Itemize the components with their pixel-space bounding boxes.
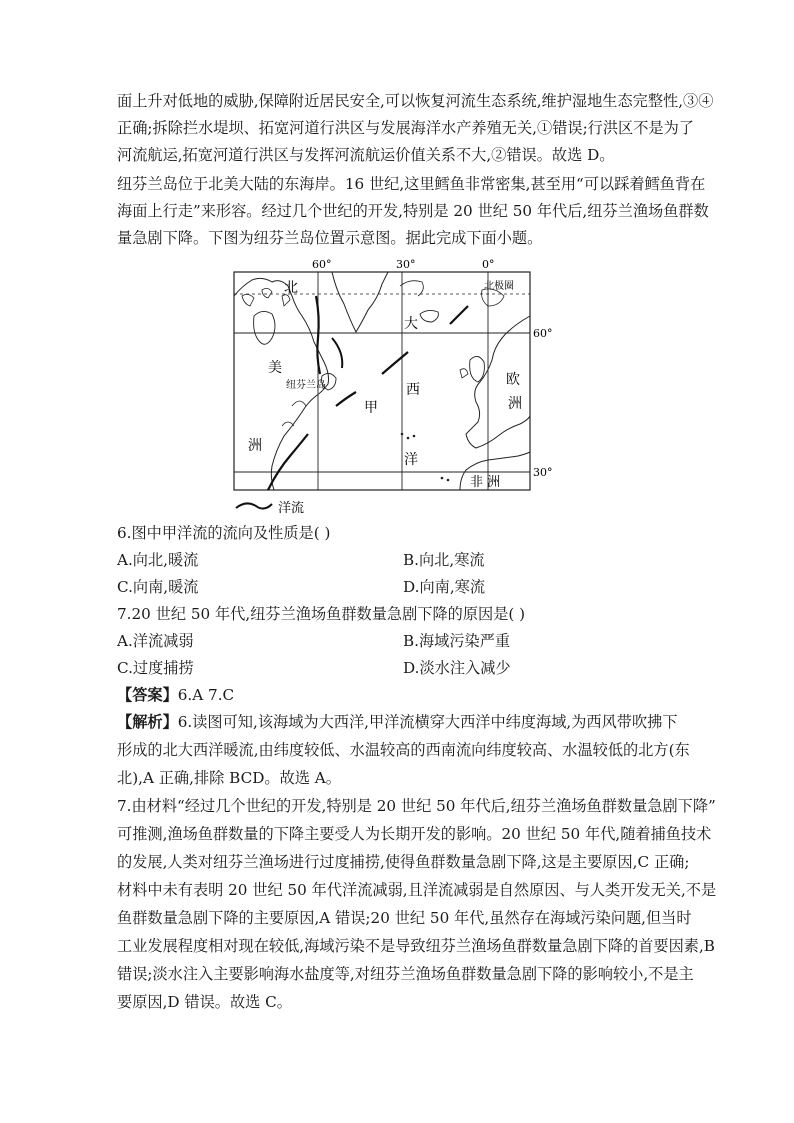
lat-label-30: 30°	[533, 466, 553, 479]
newfoundland-location-map	[232, 256, 564, 518]
ocean-current-north-atlantic	[450, 306, 468, 324]
lon-label-30: 30°	[396, 258, 416, 271]
q7-option-b: B.海域污染严重	[403, 632, 511, 650]
question-6-stem: 6.图中甲洋流的流向及性质是( )	[117, 524, 331, 542]
text-line: 海面上行走”来形容。经过几个世纪的开发,特别是 20 世纪 50 年代后,纽芬兰渔场鱼群数	[117, 202, 709, 220]
text-line: 河流航运,拓宽河道行洪区与发挥河流航运价值关系不大,②错误。故选 D。	[117, 146, 615, 164]
q6-option-c: C.向南,暖流	[117, 578, 199, 596]
lon-label-0: 0°	[482, 258, 495, 271]
analysis-line: 6.读图可知,该海域为大西洋,甲洋流横穿大西洋中纬度海域,为西风带吹拂下	[177, 713, 678, 731]
analysis-line: 可推测,渔场鱼群数量的下降主要受人为长期开发的影响。20 世纪 50 年代,随着捕鱼技术	[117, 825, 712, 843]
label-zhou: 洲	[248, 438, 262, 454]
label-africa: 非 洲	[470, 475, 501, 490]
island-dot	[407, 437, 410, 440]
british-isles	[470, 356, 485, 382]
ocean-current-greenland	[332, 338, 342, 368]
text-line: 纽芬兰岛位于北美大陆的东海岸。16 世纪,这里鳕鱼非常密集,甚至用“可以踩着鳕鱼背在	[117, 175, 706, 193]
analysis-line: 要原因,D 错误。故选 C。	[117, 993, 292, 1011]
greenland-coast	[332, 272, 388, 332]
answer-tag: 【答案】	[117, 686, 178, 704]
arctic-islands	[242, 288, 290, 306]
label-ou-zhou: 洲	[508, 396, 522, 412]
text-line: 正确;拆除拦水堤坝、拓宽河道行洪区与发展海洋水产养殖无关,①错误;行洪区不是为了	[117, 119, 694, 137]
legend-label: 洋流	[278, 501, 305, 516]
great-lakes	[282, 401, 306, 426]
iceland	[420, 310, 438, 322]
analysis-line: 北),A 正确,排除 BCD。故选 A。	[117, 769, 341, 787]
label-xi: 西	[406, 382, 420, 398]
answer-text: 6.A 7.C	[177, 686, 235, 704]
ocean-current-gulf-stream	[268, 434, 308, 490]
ocean-current-jia-segment	[382, 352, 408, 374]
island-dot	[413, 435, 416, 438]
analysis-line: 形成的北大西洋暖流,由纬度较低、水温较高的西南流向纬度较高、水温较低的北方(东	[117, 741, 690, 759]
label-bei: 北	[284, 280, 298, 296]
label-yang: 洋	[404, 452, 418, 468]
q6-option-a: A.向北,暖流	[117, 551, 199, 569]
legend-current-symbol	[236, 503, 272, 508]
ocean-current-labrador	[316, 296, 320, 374]
q7-option-c: C.过度捕捞	[117, 659, 194, 677]
ocean-current-jia-segment	[336, 392, 356, 406]
analysis-line: 鱼群数量急剧下降的主要原因,A 错误;20 世纪 50 年代,虽然存在海域污染问题,但当时	[117, 909, 692, 927]
analysis-line: 工业发展程度相对现在较低,海域污染不是导致纽芬兰渔场鱼群数量急剧下降的首要因素,B	[117, 937, 715, 955]
lon-label-60: 60°	[312, 258, 332, 271]
island-dot	[447, 479, 450, 482]
text-line: 量急剧下降。下图为纽芬兰岛位置示意图。据此完成下面小题。	[117, 229, 543, 247]
island-dot	[441, 477, 444, 480]
analysis-line: 材料中未有表明 20 世纪 50 年代洋流减弱,且洋流减弱是自然原因、与人类开发无关,不是	[117, 881, 717, 899]
label-newfoundland: 纽芬兰岛	[286, 380, 326, 391]
analysis-first-line	[117, 709, 683, 736]
label-ou: 欧	[506, 372, 520, 388]
analysis-tag: 【解析】	[117, 713, 178, 731]
q7-option-a: A.洋流减弱	[117, 632, 194, 650]
label-jia: 甲	[364, 400, 378, 416]
map-frame	[234, 272, 530, 490]
ireland	[460, 369, 468, 378]
analysis-line: 错误;淡水注入主要影响海水盐度等,对纽芬兰渔场鱼群数量急剧下降的影响较小,不是主	[117, 965, 694, 983]
answer-line	[117, 682, 683, 709]
europe-coast	[466, 316, 530, 448]
hudson-bay	[254, 311, 275, 344]
text-line: 面上升对低地的威胁,保障附近居民安全,可以恢复河流生态系统,维护湿地生态完整性,③④	[117, 92, 714, 110]
island-dot	[401, 433, 404, 436]
analysis-line: 的发展,人类对纽芬兰渔场进行过度捕捞,使得鱼群数量急剧下降,这是主要原因,C 正确;	[117, 853, 690, 871]
q7-option-d: D.淡水注入减少	[403, 659, 511, 677]
arctic-circle-label: 北极圈	[484, 281, 514, 292]
label-mei: 美	[268, 360, 282, 376]
lat-label-60: 60°	[533, 327, 553, 340]
label-da: 大	[404, 316, 418, 332]
q6-option-b: B.向北,寒流	[403, 551, 485, 569]
q6-option-d: D.向南,寒流	[403, 578, 486, 596]
question-7-stem: 7.20 世纪 50 年代,纽芬兰渔场鱼群数量急剧下降的原因是( )	[117, 605, 526, 623]
analysis-line: 7.由材料“经过几个世纪的开发,特别是 20 世纪 50 年代后,纽芬兰渔场鱼群数量急剧下降”	[117, 797, 716, 815]
